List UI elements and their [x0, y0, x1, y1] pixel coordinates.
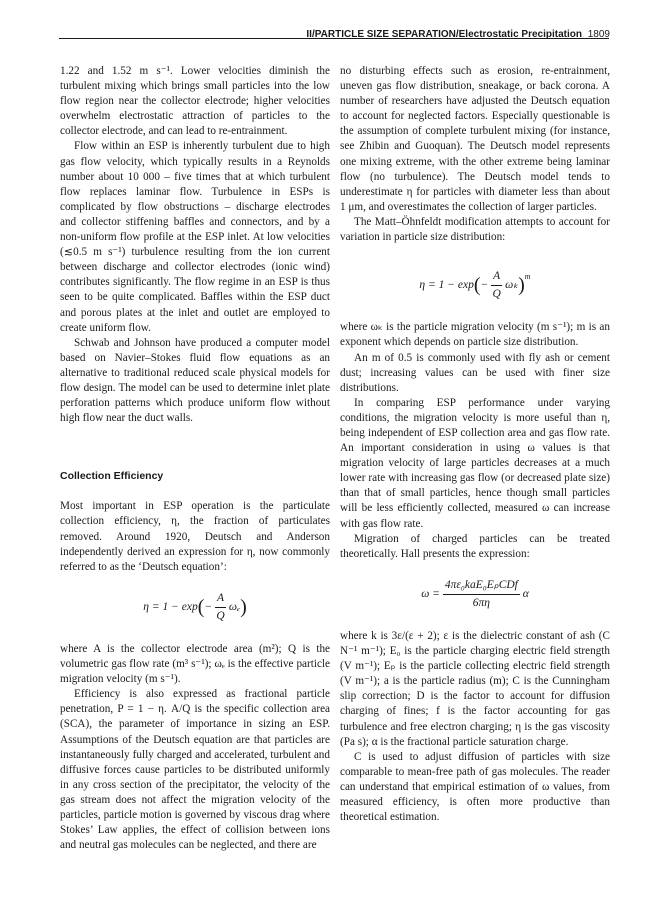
paragraph: where A is the collector electrode area (m²); Q is the volumetric gas flow rate (m³ s⁻¹); ωₑ is the effective particle migration velocity (m s⁻¹).: [60, 643, 330, 686]
equation-numerator: A: [215, 591, 226, 608]
right-column: [340, 64, 610, 825]
equation-tail: ωₑ: [228, 600, 241, 613]
matt-ohnfeldt-equation: η = 1 − exp(− $\frac{A}{Q}$ ωₖ)$^m$: [340, 269, 610, 302]
left-column: [60, 64, 330, 853]
equation-denominator: 6πη: [472, 596, 490, 609]
paragraph: An m of 0.5 is commonly used with fly ash or cement dust; increasing values can be used with finer size distributions.: [340, 351, 610, 394]
paragraph: Migration of charged particles can be treated theoretically. Hall presents the expression:: [340, 532, 610, 560]
equation-fraction: [443, 578, 520, 611]
deutsch-equation: η = 1 − exp(− $\frac{A}{Q}$ ωₑ): [60, 591, 330, 624]
migration-velocity-equation: [340, 578, 610, 611]
paragraph: where ωₖ is the particle migration velocity (m s⁻¹); m is an exponent which depends on particle size distribution.: [340, 321, 610, 349]
paragraph: Most important in ESP operation is the particulate collection efficiency, η, the fraction of particulates removed. Around 1920, Deutsch and Anderson independently derived an expression for η, now commonly referred to as the ‘Deutsch equation’:: [60, 500, 330, 573]
equation-lhs: η = 1 − exp: [143, 600, 198, 613]
equation-numerator: 4πε₀kaE₀EₚCDf: [443, 578, 520, 595]
equation-lhs: ω =: [421, 587, 440, 600]
running-header-title: II/PARTICLE SIZE SEPARATION/Electrostatic Precipitation: [306, 29, 582, 40]
equation-numerator: A: [491, 269, 502, 286]
paragraph: 1.22 and 1.52 m s⁻¹. Lower velocities diminish the turbulent mixing which brings small particles into the low flow region near the collector electrode; higher velocities overwhelm electrostatic attraction of particles to the collector electrode, and can lead to re-entrainment.: [60, 65, 330, 138]
equation-tail: α: [522, 587, 529, 600]
section-heading: Collection Efficiency: [60, 470, 164, 483]
equation-denominator: Q: [492, 288, 501, 301]
equation-fraction: [491, 269, 502, 302]
paragraph: The Matt–Öhnfeldt modification attempts to account for variation in particle size distribution:: [340, 215, 610, 244]
paragraph: no disturbing effects such as erosion, re-entrainment, uneven gas flow distribution, sneakage, or back corona. A number of researchers have adjusted the Deutsch equation to account for neglected factors. Especially questionable is the assumption of complete turbulent mixing (for instance, see Zhibin and Guoquan). The Deutsch model represents one mixing extreme, with the other extreme being laminar flow (no turbulence). The Deutsch model tends to underestimate η for particles with diameter less than about 1 μm, and overestimates the collection of larger particles.: [340, 65, 610, 213]
header-rule: [59, 38, 609, 39]
paragraph: Schwab and Johnson have produced a computer model based on Navier–Stokes fluid flow equations as an alternative to traditional reduced scale physical models for flow design. The model can be used to determine inlet plate perforation patterns which produce uniform flow without high flow near the duct walls.: [60, 336, 330, 425]
paragraph: In comparing ESP performance under varying conditions, the migration velocity is more useful than η, being independent of ESP collection area and gas flow rate. An important consideration in using ω values is that migration velocity of large particles decreases at a much lower rate with increasing gas flow (or decreased plate size) than that of small particles, hence though small particles will be less efficiently collected, measured ω can increase with gas flow rate.: [340, 396, 610, 530]
paragraph: Efficiency is also expressed as fractional particle penetration, P = 1 − η. A/Q is the specific collection area (SCA), the parameter of importance in sizing an ESP. Assumptions of the Deutsch equation are that particles are instantaneously fully charged and accelerated, turbulent and diffusive forces cause particles to be distributed uniformly in any cross section of the precipitator, the velocity of the gas stream does not affect the migration velocity of the particles, particle motion is governed by viscous drag where Stokes’ Law applies, the effect of collision between ions and neutral gas molecules can be neglected, and there are: [60, 688, 330, 852]
page-number: 1809: [587, 29, 610, 40]
paragraph: C is used to adjust diffusion of particles with size comparable to mean-free path of gas molecules. The reader can understand that empirical estimation of ω values, from measured efficiency, is often more productive than theoretical estimation.: [340, 750, 610, 824]
equation-tail: ωₖ: [505, 279, 519, 292]
equation-lhs: η = 1 − exp: [419, 279, 474, 292]
equation-denominator: Q: [216, 609, 225, 622]
paragraph: Flow within an ESP is inherently turbulent due to high gas flow velocity, which typically results in a Reynolds number about 10 000 – five times that at which turbulent flow replaces laminar flow. Turbulence in ESPs is complicated by flow obstructions – discharge electrodes and collector stiffening baffles and connectors, and by a non-uniform flow profile at the ESP inlet. At low velocities (≲0.5 m s⁻¹) turbulence resulting from the ion current between discharge and collector electrodes (ionic wind) contributes significantly. The flow regime in an ESP is thus seen to be quite complicated. Baffles within the ESP duct and porous plates at the inlet and outlet are employed to create uniform flow.: [60, 140, 330, 334]
paragraph: where k is 3ε/(ε + 2); ε is the dielectric constant of ash (C N⁻¹ m⁻¹); E₀ is the particle charging electric field strength (V m⁻¹); Eₚ is the particle collecting electric field strength (V m⁻¹); a is the particle radius (m); C is the Cunningham slip correction; D is the factor to account for diffusion charging of fines; f is the factor accounting for gas turbulence and free electron charging; η is the gas viscosity (Pa s); α is the fractional particle saturation charge.: [340, 630, 610, 748]
equation-exponent: m: [524, 272, 531, 282]
equation-fraction: [215, 591, 226, 624]
